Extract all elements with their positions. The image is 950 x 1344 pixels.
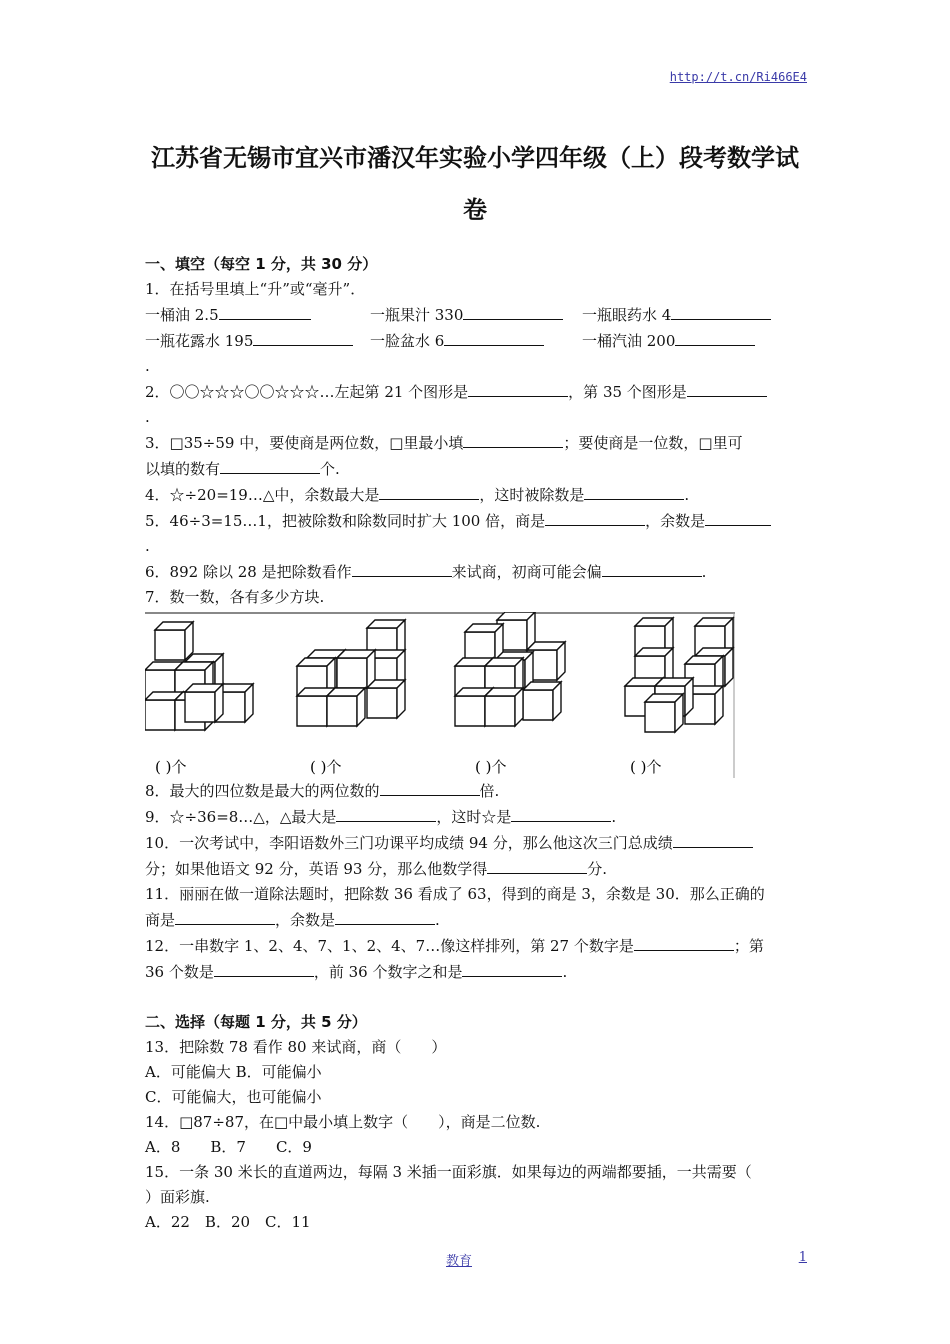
title-line-1: 江苏省无锡市宜兴市潘汉年实验小学四年级（上）段考数学试	[151, 144, 799, 172]
footer-link[interactable]: 教育	[446, 1254, 473, 1269]
q13-options-1[interactable]: A．可能偏大 B．可能偏小	[145, 1063, 322, 1081]
q13-options-2[interactable]: C．可能偏大，也可能偏小	[145, 1088, 322, 1106]
cube-group-3	[455, 612, 565, 726]
q1-text: 1．在括号里填上“升”或“毫升”．	[145, 280, 366, 298]
q15-text-2: ）面彩旗.	[145, 1188, 210, 1206]
q5: 5．46÷3=15…1，把被除数和除数同时扩大 100 倍，商是 ，余数是	[145, 508, 807, 534]
document-body: 一、填空（每空 1 分，共 30 分） 1．在括号里填上“升”或“毫升”． 一桶油 2.5 一瓶果汁 330 一瓶眼药水 4 一瓶花露水 195 一脸盆水 6 一桶汽油 200 . 2．〇〇☆☆☆〇〇☆☆☆…左起第 21 个图形是 ，第 35 个图形是 . 3．□35÷59 中，要使商是两位数，□里最小填 ；要使商是一位数，□里可 以填的数有 个. 4．☆÷20=19…△中，余数最大是 ，这时被除数是 . 5．46÷3=15…1，把被除数和除数同时扩大 100 倍，商是 ，余数是 . 6．892 除以 28 是把除数看作 来试商，初商可能会偏 . 7．数一数，各有多少方块. ( )个 ( )个 ( )个 ( )个 8．最大的四位数是最大的两位数的 倍. 9．☆÷36=8…△，△最大是 ，这时☆是 . 10．一次考试中，李阳语数外三门功课平均成绩 94 分，那么他这次三门总成绩 分；如果他语文 92 分，英语 93 分，那么他数学得 分. 11．丽丽在做一道除法题时，把除数 36 看成了 63，得到的商是 3，余数是 30．那么正确的 商是 ，余数是 . 12．一串数字 1、2、4、7、1、2、4、7…像这样排列，第 27 个数字是 ；第 36 个数是 ，前 36 个数字之和是 . 二、选择（每题 1 分，共 5 分） 13．把除数 78 看作 80 来试商，商（ ） A．可能偏大 B．可能偏小 C．可能偏大，也可能偏小 14．□87÷87，在□中最小填上数字（ ），商是二位数. A．8 B．7 C．9 15．一条 30 米长的直道两边，每隔 3 米插一面彩旗．如果每边的两端都要插，一共需要（ ）面彩旗. A．22 B．20 C．11	[145, 252, 807, 1235]
section2-heading: 二、选择（每题 1 分，共 5 分）	[145, 1013, 367, 1031]
q1-item-6: 一桶汽油 200	[582, 332, 676, 350]
answer-blank[interactable]	[335, 907, 435, 925]
cube-figure	[145, 612, 737, 778]
answer-blank[interactable]	[463, 302, 563, 320]
answer-blank[interactable]	[175, 907, 275, 925]
cube-stacks-illustration	[145, 612, 737, 778]
answer-blank[interactable]	[584, 482, 684, 500]
q1-item-3: 一瓶眼药水 4	[582, 306, 672, 324]
q8: 8．最大的四位数是最大的两位数的 倍.	[145, 778, 807, 804]
q3: 3．□35÷59 中，要使商是两位数，□里最小填 ；要使商是一位数，□里可	[145, 430, 807, 456]
q10: 10．一次考试中，李阳语数外三门功课平均成绩 94 分，那么他这次三门总成绩	[145, 830, 807, 856]
q9: 9．☆÷36=8…△，△最大是 ，这时☆是 .	[145, 804, 807, 830]
answer-blank[interactable]	[352, 559, 452, 577]
answer-blank[interactable]	[634, 933, 734, 951]
answer-blank[interactable]	[602, 559, 702, 577]
q7-text: 7．数一数，各有多少方块.	[145, 588, 325, 606]
q6: 6．892 除以 28 是把除数看作 来试商，初商可能会偏 .	[145, 559, 807, 585]
answer-blank[interactable]	[214, 959, 314, 977]
answer-blank[interactable]	[444, 328, 544, 346]
q14-text: 14．□87÷87，在□中最小填上数字（ ），商是二位数.	[145, 1113, 541, 1131]
answer-blank[interactable]	[463, 430, 563, 448]
q1-row-1	[145, 302, 807, 328]
q15-options[interactable]: A．22 B．20 C．11	[145, 1213, 311, 1231]
title-line-2: 卷	[463, 196, 487, 224]
answer-blank[interactable]	[220, 456, 320, 474]
q11: 11．丽丽在做一道除法题时，把除数 36 看成了 63，得到的商是 3，余数是 30．那么正确的	[145, 885, 765, 903]
cube-group-4	[625, 618, 733, 732]
page-title	[140, 132, 810, 236]
q12: 12．一串数字 1、2、4、7、1、2、4、7…像这样排列，第 27 个数字是 ；第	[145, 933, 807, 959]
answer-blank[interactable]	[380, 778, 480, 796]
q1-item-1: 一桶油 2.5	[145, 306, 219, 324]
answer-blank[interactable]	[336, 804, 436, 822]
page-number: 1	[798, 1250, 807, 1265]
cube-group-1	[145, 622, 253, 730]
q2: 2．〇〇☆☆☆〇〇☆☆☆…左起第 21 个图形是 ，第 35 个图形是	[145, 379, 807, 405]
answer-blank[interactable]	[673, 830, 753, 848]
cube-group-2	[297, 620, 405, 726]
answer-blank[interactable]	[511, 804, 611, 822]
answer-blank[interactable]	[671, 302, 771, 320]
q1-item-4: 一瓶花露水 195	[145, 332, 254, 350]
cube-count-label-4: ( )个	[630, 758, 662, 776]
answer-blank[interactable]	[219, 302, 311, 320]
q4: 4．☆÷20=19…△中，余数最大是 ，这时被除数是 .	[145, 482, 807, 508]
cube-count-label-3: ( )个	[475, 758, 507, 776]
answer-blank[interactable]	[545, 508, 645, 526]
q14-options[interactable]: A．8 B．7 C．9	[145, 1138, 312, 1156]
answer-blank[interactable]	[705, 508, 771, 526]
q15-text: 15．一条 30 米长的直道两边，每隔 3 米插一面彩旗．如果每边的两端都要插，一共需要（	[145, 1163, 752, 1181]
answer-blank[interactable]	[487, 856, 587, 874]
section1-heading: 一、填空（每空 1 分，共 30 分）	[145, 255, 378, 273]
answer-blank[interactable]	[687, 379, 767, 397]
q13-text: 13．把除数 78 看作 80 来试商，商（ ）	[145, 1038, 447, 1056]
header-url[interactable]: http://t.cn/Ri466E4	[669, 70, 807, 84]
answer-blank[interactable]	[253, 328, 353, 346]
answer-blank[interactable]	[468, 379, 568, 397]
q1-row-2	[145, 328, 807, 354]
cube-count-label-1: ( )个	[155, 758, 187, 776]
answer-blank[interactable]	[462, 959, 562, 977]
answer-blank[interactable]	[675, 328, 755, 346]
q1-item-2: 一瓶果汁 330	[370, 306, 464, 324]
answer-blank[interactable]	[379, 482, 479, 500]
cube-count-label-2: ( )个	[310, 758, 342, 776]
q1-item-5: 一脸盆水 6	[370, 332, 445, 350]
